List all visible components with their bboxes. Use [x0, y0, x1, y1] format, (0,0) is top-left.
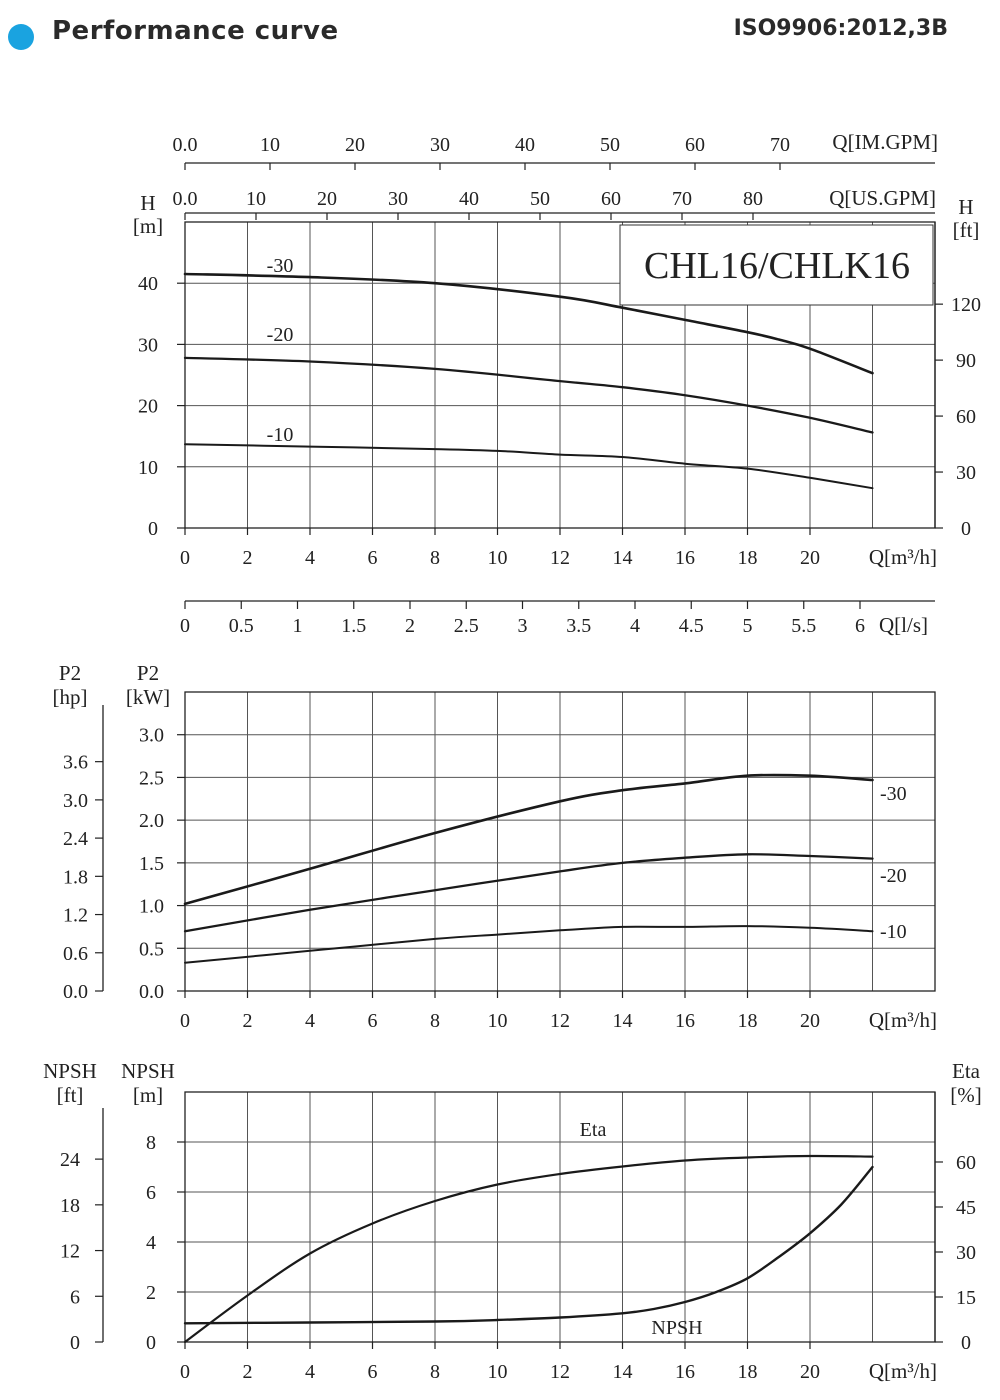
head-right-axis-unit: [ft]	[952, 218, 980, 242]
npsh-x-tick-label: 10	[487, 1361, 508, 1383]
kw-tick-label: 1.0	[139, 895, 164, 918]
npsh-m-tick-label: 0	[146, 1332, 156, 1354]
us-gpm-tick-label: 40	[459, 188, 479, 210]
head-x-tick-label: 4	[305, 547, 315, 569]
head-right-axis-title: H	[958, 195, 974, 219]
npsh-ft-tick-label: 18	[60, 1194, 80, 1217]
power-x-tick-label: 16	[675, 1010, 695, 1032]
hp-axis-unit: [hp]	[52, 685, 88, 709]
im-gpm-axis-label: Q[IM.GPM]	[832, 130, 938, 154]
us-gpm-tick-label: 0.0	[172, 188, 198, 210]
head-left-tick-label: 30	[138, 334, 158, 357]
kw-tick-label: 3.0	[139, 724, 164, 747]
im-gpm-tick-label: 60	[685, 134, 705, 156]
ls-tick-label: 5.5	[791, 615, 817, 637]
im-gpm-tick-label: 50	[600, 134, 620, 156]
head-left-tick-label: 20	[138, 395, 158, 418]
kw-axis-unit: [kW]	[125, 685, 171, 709]
ls-tick-label: 1	[292, 615, 303, 637]
npsh-x-tick-label: 8	[430, 1361, 440, 1383]
us-gpm-tick-label: 20	[317, 188, 337, 210]
power-curve-label: -30	[880, 783, 907, 805]
ls-tick-label: 6	[855, 615, 865, 637]
power-chart	[53, 661, 938, 1032]
head-left-tick-label: 40	[138, 273, 158, 296]
power-x-tick-label: 2	[242, 1010, 253, 1032]
npsh-ft-tick-label: 0	[70, 1332, 80, 1354]
hp-tick-label: 0.6	[63, 942, 88, 965]
im-gpm-tick-label: 20	[345, 134, 365, 156]
power-x-tick-label: 14	[612, 1010, 633, 1032]
us-gpm-tick-label: 60	[601, 188, 621, 210]
npsh-curve	[185, 1167, 873, 1323]
head-x-tick-label: 2	[242, 547, 253, 569]
head-curve-label: -10	[266, 424, 294, 446]
head-curve-label: -30	[266, 255, 294, 277]
head-chart	[133, 130, 981, 637]
hp-tick-label: 2.4	[63, 828, 88, 851]
standard-label: ISO9906:2012,3B	[733, 16, 948, 41]
npsh-m-tick-label: 4	[146, 1232, 156, 1254]
npsh-x-tick-label: 20	[800, 1361, 820, 1383]
npsh-x-tick-label: 4	[305, 1361, 315, 1383]
npsh-x-tick-label: 6	[367, 1361, 378, 1383]
im-gpm-tick-label: 0.0	[172, 134, 198, 156]
head-right-tick-label: 90	[956, 350, 976, 373]
power-curve-label: -20	[880, 865, 907, 887]
power-x-tick-label: 8	[430, 1010, 440, 1032]
us-gpm-tick-label: 30	[388, 188, 408, 210]
ls-tick-label: 0	[180, 615, 190, 637]
head-right-tick-label: 60	[956, 406, 976, 429]
head-right-tick-label: 0	[961, 518, 971, 540]
ls-tick-label: 4.5	[678, 615, 704, 637]
eta-tick-label: 15	[956, 1286, 976, 1309]
power-curve-label: -10	[880, 921, 907, 943]
ls-tick-label: 3.5	[566, 615, 592, 637]
kw-tick-label: 0.0	[139, 981, 164, 1003]
power-x-tick-label: 6	[367, 1010, 378, 1032]
us-gpm-tick-label: 50	[530, 188, 550, 210]
npsh-x-tick-label: 12	[550, 1361, 570, 1383]
page-title: Performance curve	[52, 16, 339, 46]
npsh-x-tick-label: 0	[180, 1361, 190, 1383]
head-x-tick-label: 18	[737, 547, 758, 569]
kw-axis-title: P2	[136, 661, 160, 685]
head-x-tick-label: 8	[430, 547, 440, 569]
eta-curve-label: Eta	[579, 1119, 607, 1141]
power-x-axis-label: Q[m³/h]	[868, 1008, 937, 1032]
head-left-tick-label: 0	[148, 518, 158, 540]
model-title: CHL16/CHLK16	[644, 245, 910, 287]
power-curve--20	[185, 854, 873, 931]
ls-tick-label: 2.5	[453, 615, 479, 637]
ls-tick-label: 0.5	[228, 615, 254, 637]
npsh-x-tick-label: 14	[612, 1361, 633, 1383]
eta-tick-label: 60	[956, 1151, 976, 1174]
npsh-ft-tick-label: 6	[70, 1286, 80, 1309]
head-x-tick-label: 10	[487, 547, 508, 569]
hp-tick-label: 3.0	[63, 789, 88, 812]
us-gpm-tick-label: 70	[672, 188, 692, 210]
ls-tick-label: 2	[405, 615, 415, 637]
power-x-tick-label: 12	[550, 1010, 570, 1032]
eta-tick-label: 0	[961, 1332, 971, 1354]
power-x-tick-label: 4	[305, 1010, 315, 1032]
npsh-ft-axis-unit: [ft]	[56, 1083, 84, 1107]
npsh-m-tick-label: 6	[146, 1182, 156, 1204]
head-x-tick-label: 16	[675, 547, 695, 569]
head-curve--10	[185, 444, 873, 488]
im-gpm-tick-label: 40	[515, 134, 535, 156]
us-gpm-tick-label: 80	[743, 188, 763, 210]
eta-axis-unit: [%]	[950, 1083, 982, 1107]
im-gpm-tick-label: 30	[430, 134, 450, 156]
us-gpm-axis-label: Q[US.GPM]	[829, 186, 936, 210]
hp-axis-title: P2	[58, 661, 82, 685]
eta-tick-label: 45	[956, 1196, 976, 1219]
npsh-eta-chart	[43, 1059, 982, 1383]
im-gpm-tick-label: 10	[260, 134, 280, 156]
head-x-tick-label: 0	[180, 547, 190, 569]
ls-tick-label: 4	[630, 615, 640, 637]
power-x-tick-label: 18	[737, 1010, 758, 1032]
head-left-axis-unit: [m]	[132, 214, 164, 238]
npsh-x-axis-label: Q[m³/h]	[868, 1359, 937, 1383]
npsh-x-tick-label: 18	[737, 1361, 758, 1383]
head-curve--20	[185, 358, 873, 433]
head-x-tick-label: 6	[367, 547, 378, 569]
head-right-tick-label: 120	[951, 294, 981, 317]
im-gpm-tick-label: 70	[770, 134, 790, 156]
hp-tick-label: 1.2	[63, 904, 88, 927]
npsh-ft-tick-label: 12	[60, 1240, 80, 1263]
eta-axis-title: Eta	[952, 1059, 980, 1083]
kw-tick-label: 2.5	[139, 767, 164, 790]
kw-tick-label: 1.5	[139, 852, 164, 875]
hp-tick-label: 3.6	[63, 751, 88, 774]
npsh-ft-axis-title: NPSH	[43, 1059, 97, 1083]
head-curve-label: -20	[266, 324, 294, 346]
npsh-curve-label: NPSH	[651, 1317, 703, 1339]
eta-tick-label: 30	[956, 1241, 976, 1264]
npsh-ft-tick-label: 24	[60, 1149, 80, 1172]
power-curve--30	[185, 775, 873, 904]
power-x-tick-label: 10	[487, 1010, 508, 1032]
head-x-tick-label: 14	[612, 547, 633, 569]
power-curve--10	[185, 926, 873, 963]
head-x-tick-label: 12	[550, 547, 570, 569]
ls-tick-label: 3	[517, 615, 528, 637]
eta-curve	[185, 1156, 873, 1342]
head-left-axis-title: H	[140, 191, 156, 215]
head-left-tick-label: 10	[138, 456, 158, 479]
head-x-tick-label: 20	[800, 547, 820, 569]
hp-tick-label: 1.8	[63, 866, 88, 889]
power-x-tick-label: 0	[180, 1010, 190, 1032]
kw-tick-label: 0.5	[139, 938, 164, 961]
npsh-m-axis-unit: [m]	[132, 1083, 164, 1107]
head-x-axis-label: Q[m³/h]	[868, 545, 937, 569]
us-gpm-tick-label: 10	[246, 188, 266, 210]
hp-tick-label: 0.0	[63, 981, 88, 1003]
ls-tick-label: 5	[742, 615, 753, 637]
power-x-tick-label: 20	[800, 1010, 820, 1032]
ls-axis-label: Q[l/s]	[879, 613, 928, 637]
kw-tick-label: 2.0	[139, 810, 164, 833]
npsh-m-tick-label: 2	[146, 1282, 156, 1304]
ls-tick-label: 1.5	[341, 615, 367, 637]
npsh-x-tick-label: 16	[675, 1361, 695, 1383]
npsh-m-axis-title: NPSH	[121, 1059, 175, 1083]
head-right-tick-label: 30	[956, 462, 976, 485]
npsh-m-tick-label: 8	[146, 1132, 156, 1154]
npsh-x-tick-label: 2	[242, 1361, 253, 1383]
